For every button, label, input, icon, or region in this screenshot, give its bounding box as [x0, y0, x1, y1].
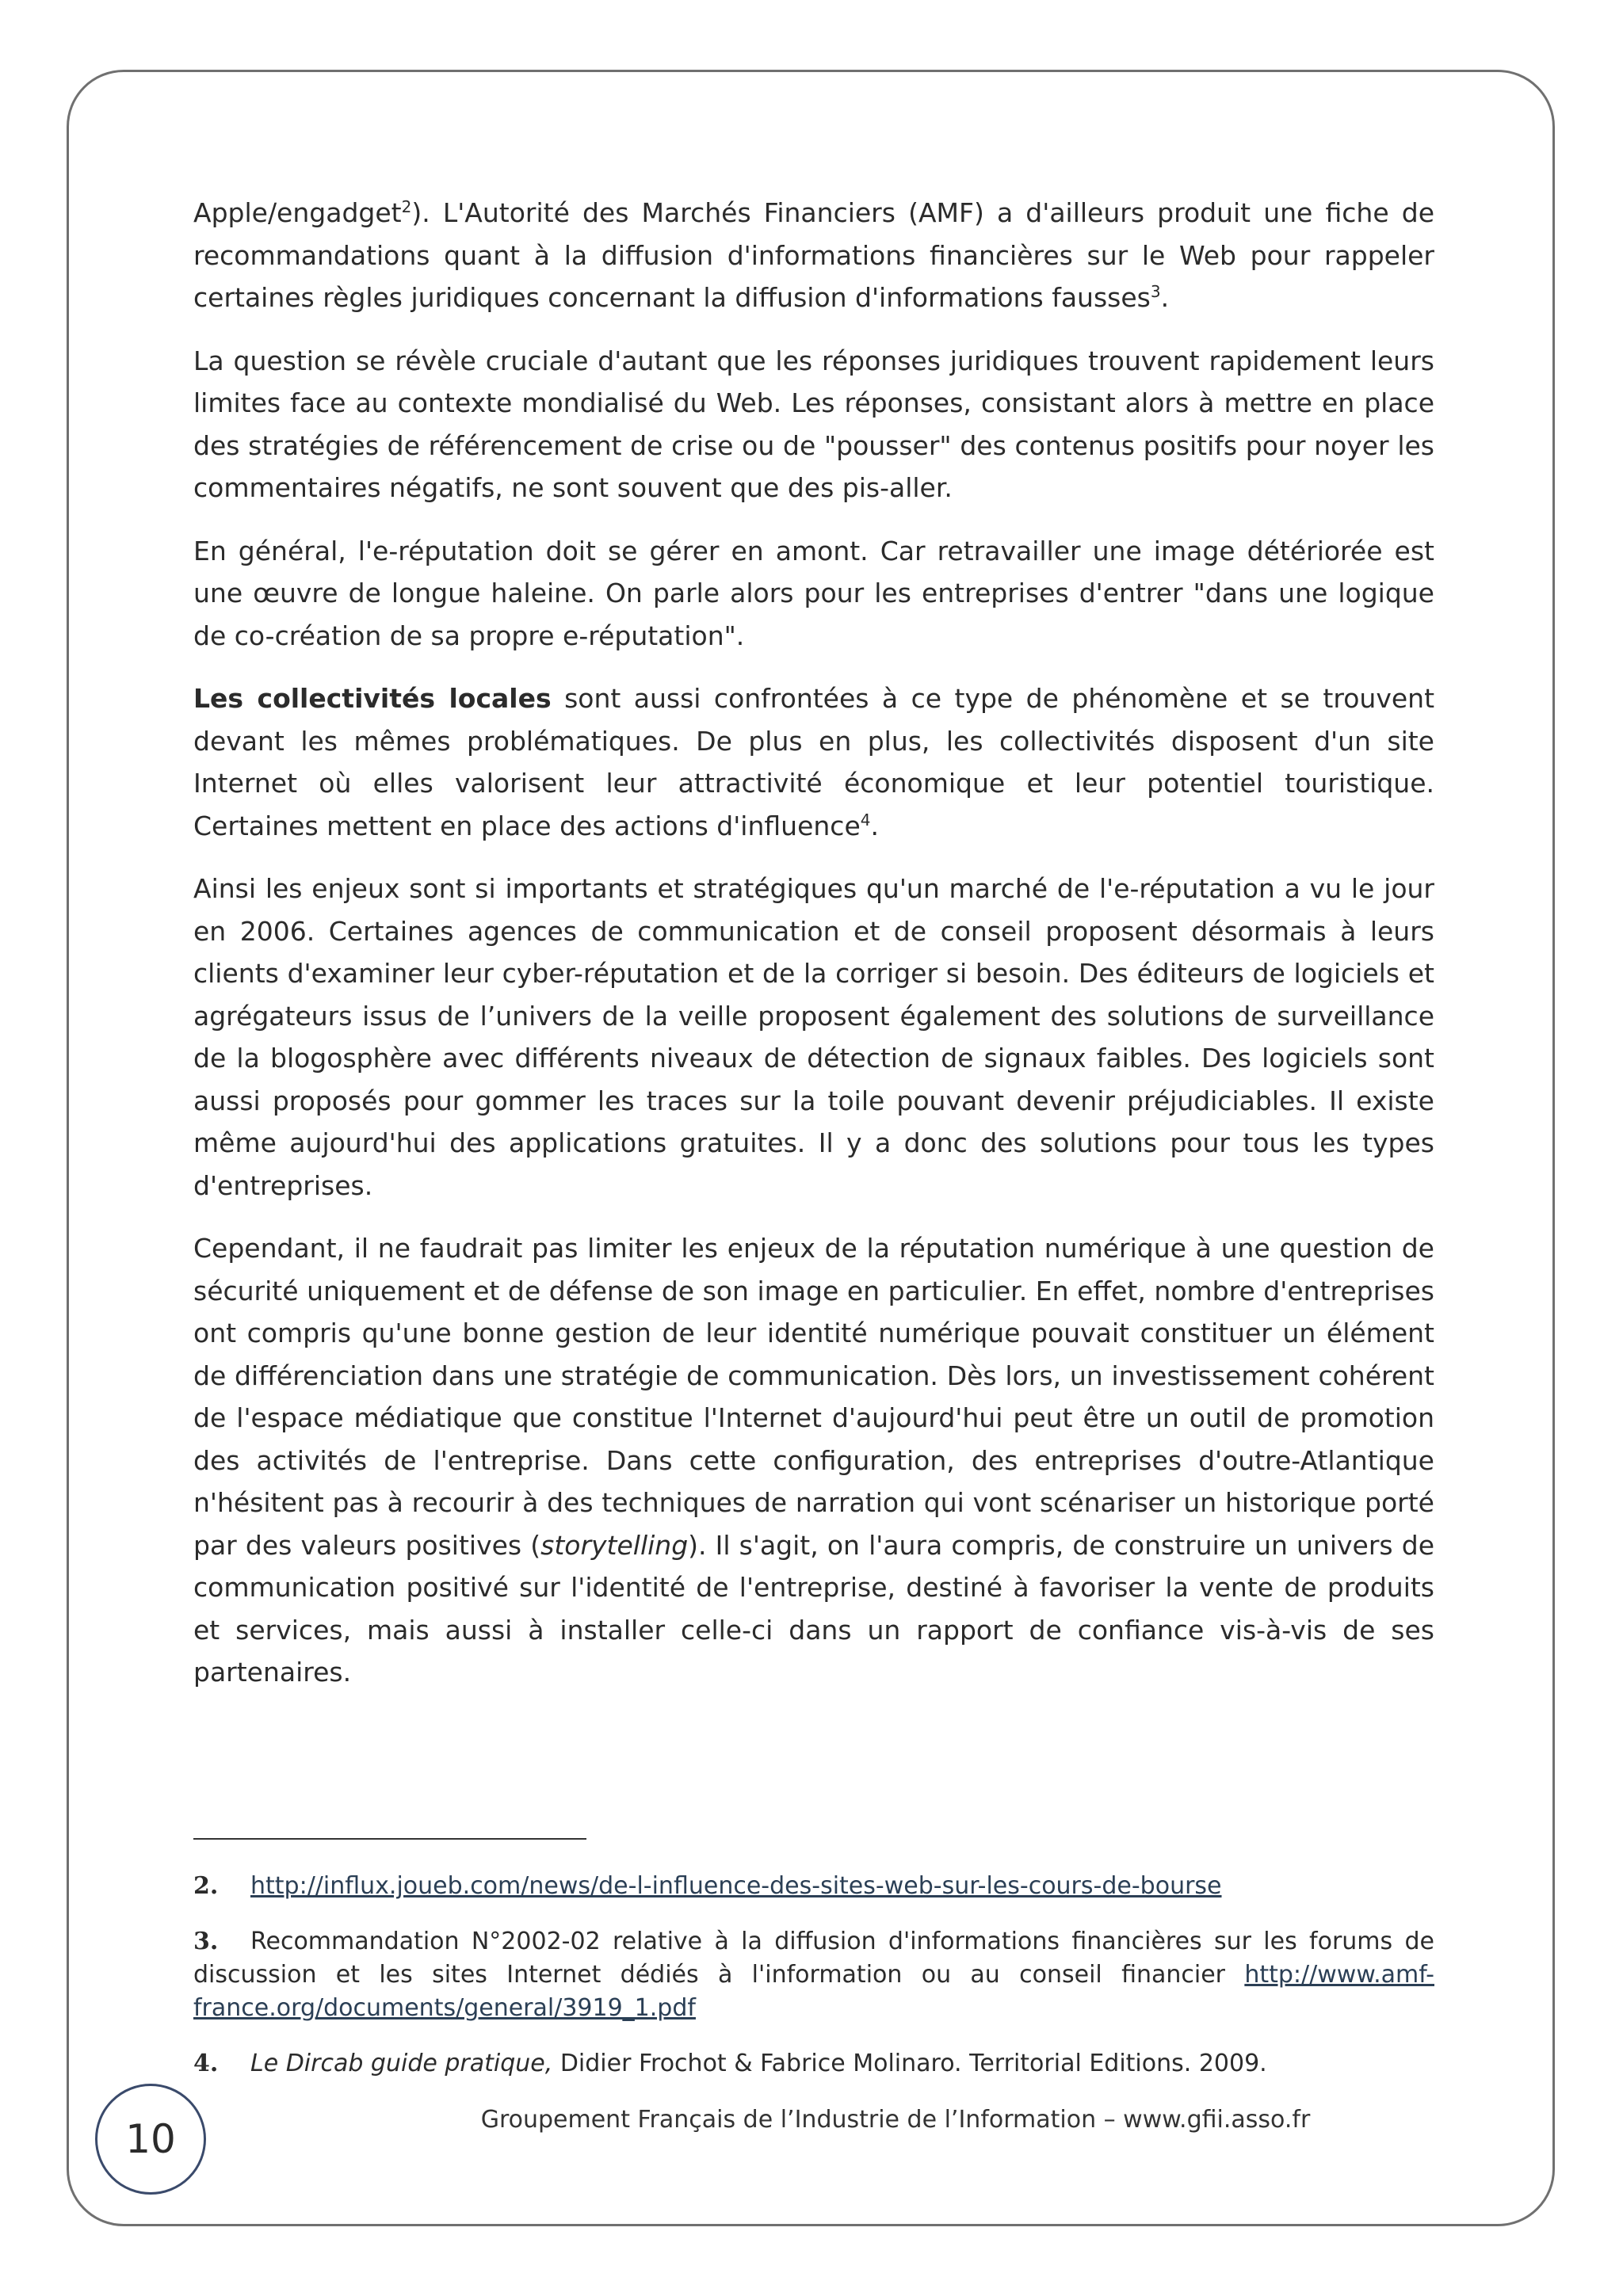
paragraph-text: La question se révèle cruciale d'autant que les réponses juridiques trouvent rapidement leurs limites face au contexte mondialisé du Web. Les réponses, consistant alors à mettre en place des stratégies de référencement de crise ou de "pousser" des contenus positifs pour noyer les commentaires négatifs, ne sont souvent que des pis-aller. [193, 345, 1434, 503]
paragraph-text: sont aussi confrontées à ce type de phénomène et se trouvent devant les mêmes problématiques. De plus en plus, les collectivités disposent d'un site Internet où elles valorisent leur attractivité économique et leur potentiel touristique. Certaines mettent en place des actions d'influence [193, 683, 1435, 841]
paragraph-text: ). L'Autorité des Marchés Financiers (AMF) a d'ailleurs produit une fiche de recommandations quant à la diffusion d'informations financières sur le Web pour rappeler certaines règles juridiques concernant la diffusion d'informations fausses [193, 197, 1434, 313]
footnote-text: Recommandation N°2002-02 relative à la diffusion d'informations financières sur les forums de discussion et les sites Internet dédiés à l'information ou au conseil financier [193, 1928, 1434, 1989]
paragraph-3 [193, 530, 1434, 658]
footnote-ref[interactable]: 3 [1150, 282, 1161, 301]
page-number-badge [95, 2084, 206, 2195]
footnote-link[interactable]: http://influx.joueb.com/news/de-l-influence-des-sites-web-sur-les-cours-de-bourse [250, 1872, 1222, 1900]
footnote-number: 3. [193, 1928, 219, 1955]
italic-term: storytelling [540, 1529, 689, 1561]
page-number: 10 [125, 2116, 176, 2162]
paragraph-text: ). Il s'agit, on l'aura compris, de construire un univers de communication positivé sur l'identité de l'entreprise, destiné à favoriser la vente de produits et services, mais aussi à installer celle-ci dans un rapport de confiance vis-à-vis de ses partenaires. [193, 1529, 1434, 1688]
footnote-text: Didier Frochot & Fabrice Molinaro. Territorial Editions. 2009. [552, 2050, 1267, 2077]
paragraph-2 [193, 340, 1434, 509]
paragraph-text: En général, l'e-réputation doit se gérer en amont. Car retravailler une image détériorée est une œuvre de longue haleine. On parle alors pour les entreprises d'entrer "dans une logique de co-création de sa propre e-réputation". [193, 535, 1434, 651]
footnote-title: Le Dircab guide pratique, [250, 2050, 553, 2077]
footnote-separator [193, 1838, 586, 1840]
paragraph-5 [193, 868, 1434, 1207]
paragraph-text: . [870, 810, 879, 841]
bold-lead: Les collectivités locales [193, 683, 552, 714]
footnote-2 [193, 1870, 1434, 1903]
paragraph-text: Cependant, il ne faudrait pas limiter les enjeux de la réputation numérique à une question de sécurité uniquement et de défense de son image en particulier. En effet, nombre d'entreprises ont compris qu'une bonne gestion de leur identité numérique pouvait constituer un élément de différenciation dans une stratégie de communication. Dès lors, un investissement cohérent de l'espace médiatique que constitue l'Internet d'aujourd'hui peut être un outil de promotion des activités de l'entreprise. Dans cette configuration, des entreprises d'outre-Atlantique n'hésitent pas à recourir à des techniques de narration qui vont scénariser un historique porté par des valeurs positives ( [193, 1233, 1434, 1561]
paragraph-4 [193, 677, 1434, 847]
paragraph-6 [193, 1227, 1434, 1694]
footer-text: Groupement Français de l’Industrie de l’Information – www.gfii.asso.fr [480, 2106, 1311, 2134]
footnote-link[interactable]: http://www.amf-france.org/documents/general/3919_1.pdf [193, 1961, 1434, 2022]
paragraph-text: . [1160, 282, 1170, 313]
paragraph-text: Apple/engadget [193, 197, 402, 228]
footnote-ref[interactable]: 4 [860, 810, 871, 830]
footnote-number: 4. [193, 2050, 219, 2077]
body-text [193, 192, 1434, 1714]
paragraph-text: Ainsi les enjeux sont si importants et stratégiques qu'un marché de l'e-réputation a vu le jour en 2006. Certaines agences de communication et de conseil proposent désormais à leurs clients d'examiner leur cyber-réputation et de la corriger si besoin. Des éditeurs de logiciels et agrégateurs issus de l’univers de la veille proposent également des solutions de surveillance de la blogosphère avec différents niveaux de détection de signaux faibles. Des logiciels sont aussi proposés pour gommer les traces sur la toile pouvant devenir préjudiciables. Il existe même aujourd'hui des applications gratuites. Il y a donc des solutions pour tous les types d'entreprises. [193, 873, 1434, 1201]
footnote-4 [193, 2047, 1434, 2081]
paragraph-1 [193, 192, 1434, 319]
footnotes [193, 1870, 1434, 2103]
footnote-3 [193, 1925, 1434, 2025]
footnote-number: 2. [193, 1872, 219, 1900]
footnote-ref[interactable]: 2 [401, 197, 412, 216]
